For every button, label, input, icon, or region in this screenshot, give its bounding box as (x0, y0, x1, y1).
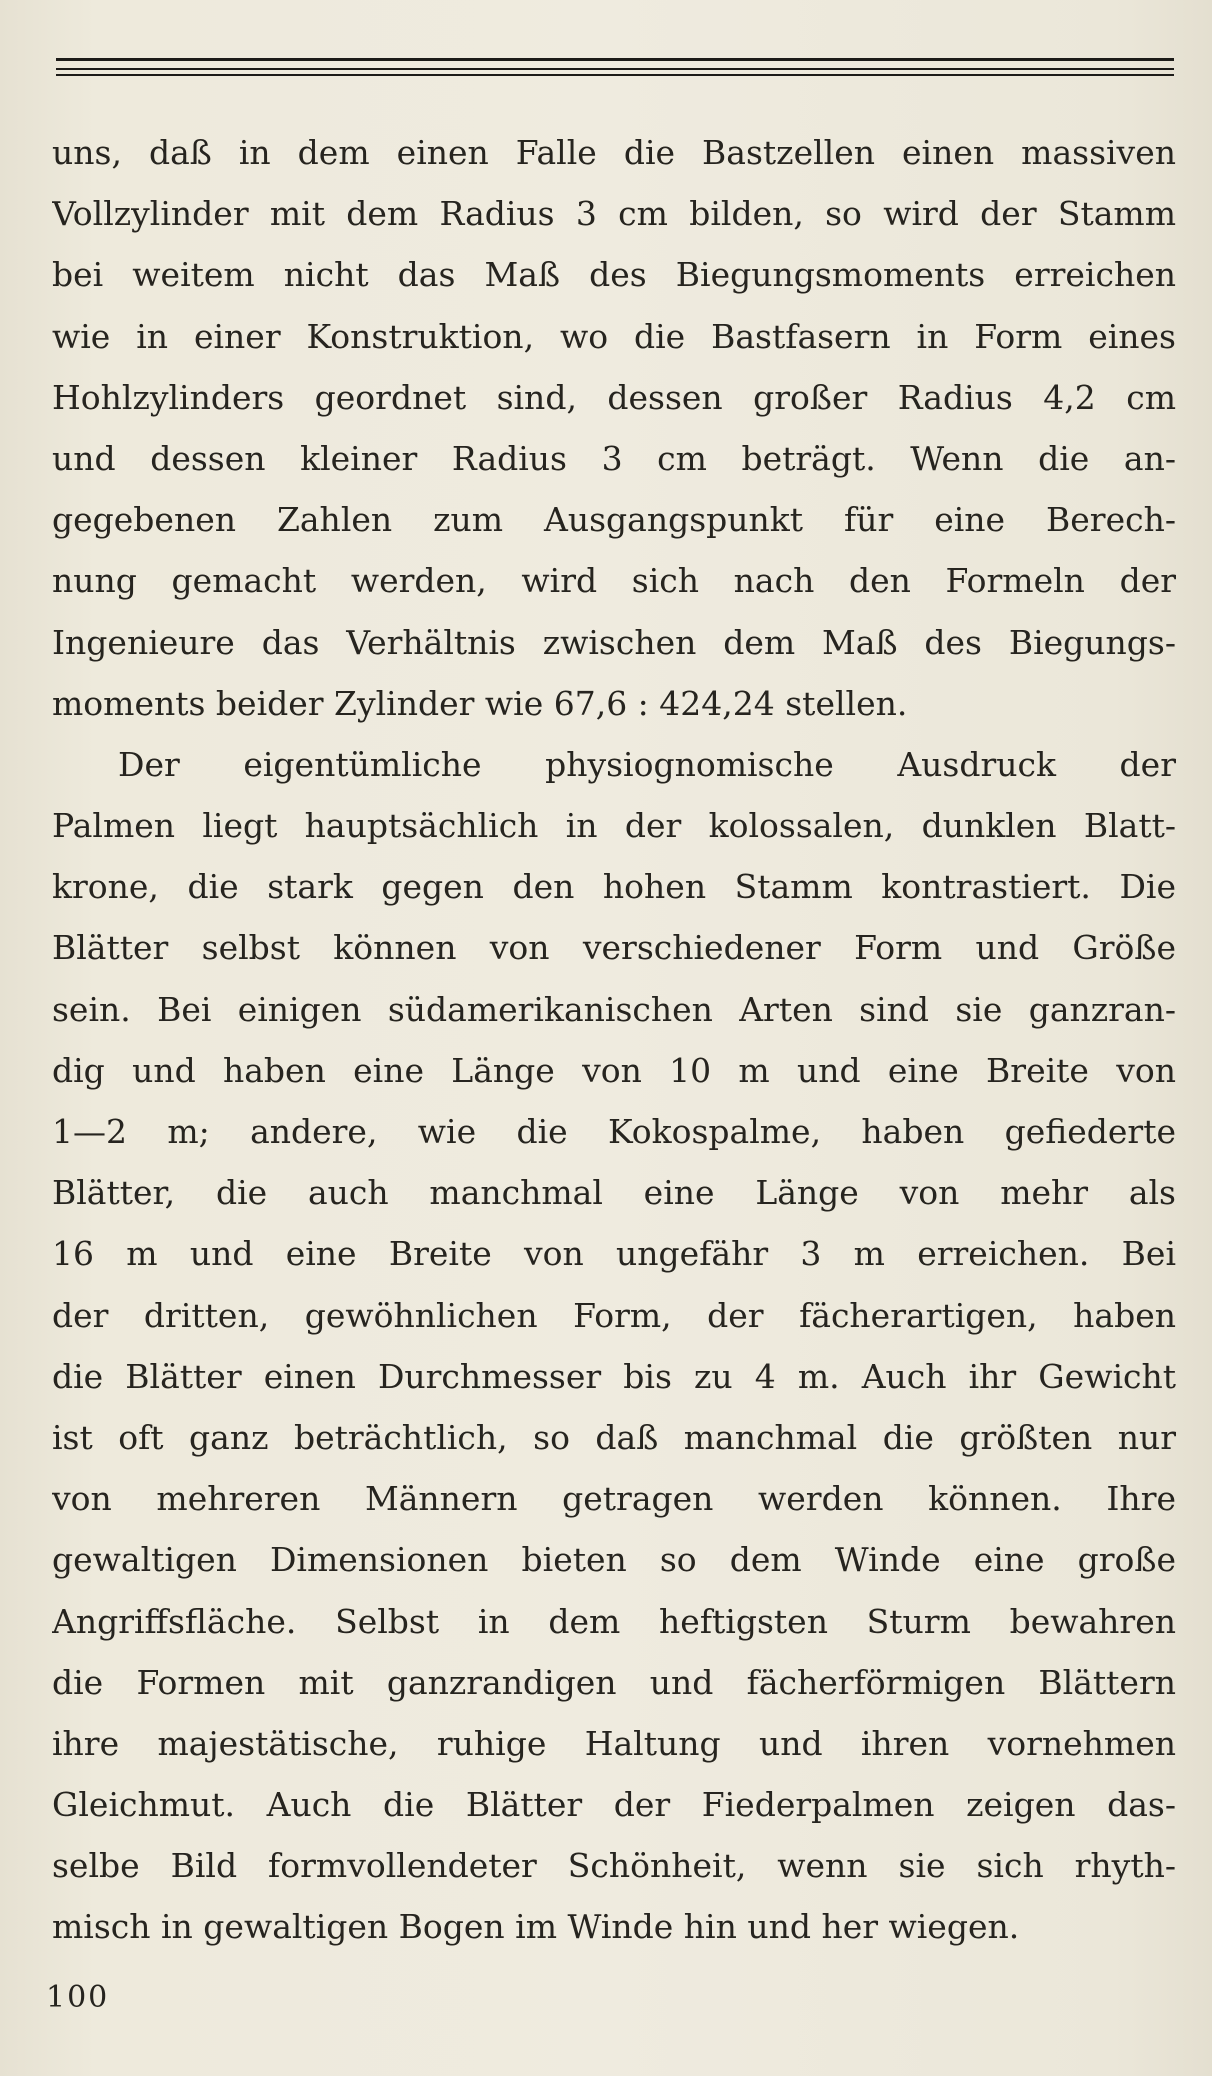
text-line: krone, die stark gegen den hohen Stamm kontrastiert. Die (52, 867, 1176, 907)
header-rule (56, 74, 1174, 76)
text-line: Vollzylinder mit dem Radius 3 cm bilden, so wird der Stamm (52, 194, 1176, 234)
text-line: sein. Bei einigen südamerikanischen Arten sind sie ganzran- (52, 989, 1176, 1029)
body-text (52, 122, 1176, 1958)
text-line: ihre majestätische, ruhige Haltung und ihren vornehmen (52, 1723, 1176, 1763)
text-line: Blätter, die auch manchmal eine Länge von mehr als (52, 1173, 1176, 1213)
text-line: misch in gewaltigen Bogen im Winde hin und her wiegen. (52, 1907, 1020, 1947)
header-rule (56, 68, 1174, 70)
text-line: gegebenen Zahlen zum Ausgangspunkt für eine Berech- (52, 500, 1176, 540)
paragraph (52, 734, 1176, 1958)
text-line: der dritten, gewöhnlichen Form, der fächerartigen, haben (52, 1295, 1176, 1335)
paragraph (52, 122, 1176, 734)
text-line: 16 m und eine Breite von ungefähr 3 m erreichen. Bei (52, 1234, 1176, 1274)
text-line: und dessen kleiner Radius 3 cm beträgt. Wenn die an- (52, 438, 1176, 478)
text-line: nung gemacht werden, wird sich nach den Formeln der (52, 561, 1176, 601)
text-line: moments beider Zylinder wie 67,6 : 424,24 stellen. (52, 683, 908, 723)
text-line: die Blätter einen Durchmesser bis zu 4 m. Auch ihr Gewicht (52, 1356, 1176, 1396)
text-line: bei weitem nicht das Maß des Biegungsmoments erreichen (52, 255, 1176, 295)
text-line: Angriffsfläche. Selbst in dem heftigsten Sturm bewahren (52, 1601, 1176, 1641)
text-line: ist oft ganz beträchtlich, so daß manchmal die größten nur (52, 1417, 1176, 1457)
text-line: 1—2 m; andere, wie die Kokospalme, haben gefiederte (52, 1112, 1176, 1151)
text-line: wie in einer Konstruktion, wo die Bastfasern in Form eines (52, 316, 1176, 356)
header-rule (56, 58, 1174, 61)
text-line: Der eigentümliche physiognomische Ausdruck der (118, 744, 1176, 784)
text-line: dig und haben eine Länge von 10 m und eine Breite von (52, 1050, 1176, 1090)
text-line: Ingenieure das Verhältnis zwischen dem Maß des Biegungs- (52, 622, 1176, 662)
page-number: 100 (46, 1980, 110, 2015)
text-line: von mehreren Männern getragen werden können. Ihre (52, 1479, 1176, 1519)
text-line: Palmen liegt hauptsächlich in der kolossalen, dunklen Blatt- (52, 806, 1176, 846)
text-line: uns, daß in dem einen Falle die Bastzellen einen massiven (52, 133, 1176, 172)
text-line: Hohlzylinders geordnet sind, dessen großer Radius 4,2 cm (52, 377, 1176, 417)
text-line: Gleichmut. Auch die Blätter der Fiederpalmen zeigen das- (52, 1785, 1176, 1825)
text-line: gewaltigen Dimensionen bieten so dem Winde eine große (52, 1540, 1176, 1580)
text-line: Blätter selbst können von verschiedener Form und Größe (52, 928, 1176, 968)
text-line: selbe Bild formvollendeter Schönheit, wenn sie sich rhyth- (52, 1846, 1176, 1886)
text-line: die Formen mit ganzrandigen und fächerförmigen Blättern (52, 1662, 1176, 1702)
